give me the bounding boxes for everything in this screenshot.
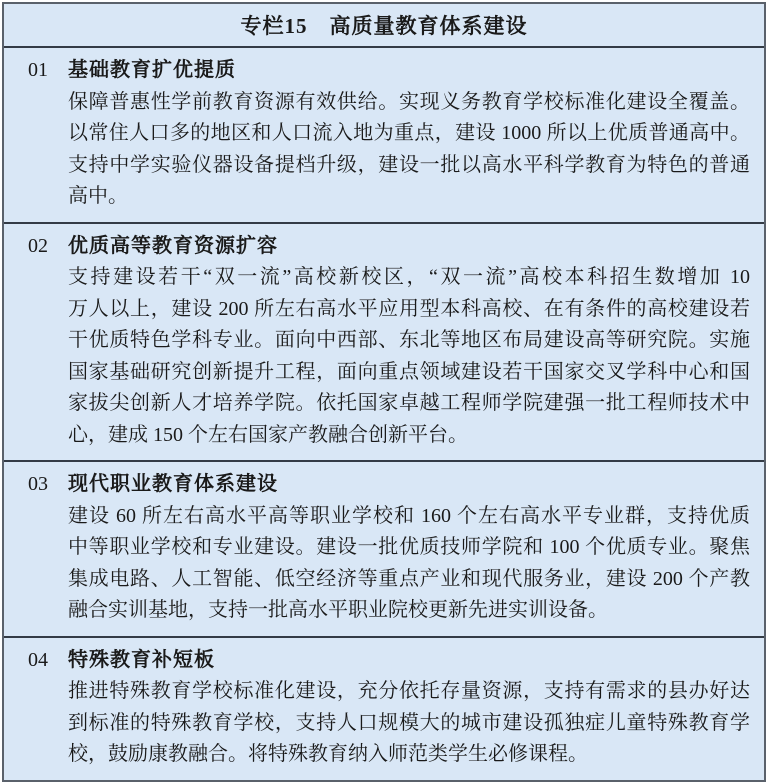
body-line: 校，鼓励康教融合。将特殊教育纳入师范类学生必修课程。 <box>68 743 588 765</box>
section-number: 02 <box>28 234 48 257</box>
section-heading: 现代职业教育体系建设 <box>68 473 278 495</box>
section-03 <box>4 460 764 636</box>
section-number: 04 <box>28 648 48 671</box>
body-line: 干优质特色学科专业。面向中西部、东北等地区布局建设高等研究院。实施 <box>68 329 750 351</box>
section-01 <box>4 48 764 222</box>
body-line: 建设 60 所左右高水平高等职业学校和 160 个左右高水平专业群，支持优质 <box>68 504 750 527</box>
body-line: 保障普惠性学前教育资源有效供给。实现义务教育学校标准化建设全覆盖。 <box>68 90 750 113</box>
section-heading: 特殊教育补短板 <box>68 648 215 671</box>
body-line: 万人以上，建设 200 所左右高水平应用型本科高校、在有条件的高校建设若 <box>68 297 750 320</box>
body-line: 支持建设若干“双一流”高校新校区，“双一流”高校本科招生数增加 10 <box>68 266 750 288</box>
section-heading: 基础教育扩优提质 <box>68 59 236 81</box>
body-line: 国家基础研究创新提升工程，面向重点领域建设若干国家交叉学科中心和国 <box>68 360 750 383</box>
section-02 <box>4 222 764 461</box>
panel-title: 专栏15 高质量教育体系建设 <box>4 4 764 48</box>
body-line: 中等职业学校和专业建设。建设一批优质技师学院和 100 个优质专业。聚焦 <box>68 536 750 558</box>
body-line: 心，建成 150 个左右国家产教融合创新平台。 <box>68 423 468 446</box>
body-line: 融合实训基地，支持一批高水平职业院校更新先进实训设备。 <box>68 599 608 621</box>
section-heading: 优质高等教育资源扩容 <box>68 234 278 257</box>
section-04 <box>4 636 764 780</box>
body-line: 以常住人口多的地区和人口流入地为重点，建设 1000 所以上优质普通高中。 <box>68 122 750 144</box>
body-line: 家拔尖创新人才培养学院。依托国家卓越工程师学院建强一批工程师技术中 <box>68 392 750 414</box>
body-line: 高中。 <box>68 185 128 207</box>
body-line: 到标准的特殊教育学校，支持人口规模大的城市建设孤独症儿童特殊教育学 <box>68 711 750 734</box>
section-number: 01 <box>28 59 48 81</box>
body-line: 集成电路、人工智能、低空经济等重点产业和现代服务业，建设 200 个产教 <box>68 567 750 590</box>
section-number: 03 <box>28 473 48 495</box>
document-panel <box>2 2 766 782</box>
body-line: 推进特殊教育学校标准化建设，充分依托存量资源，支持有需求的县办好达 <box>68 680 750 702</box>
body-line: 支持中学实验仪器设备提档升级，建设一批以高水平科学教育为特色的普通 <box>68 153 750 176</box>
